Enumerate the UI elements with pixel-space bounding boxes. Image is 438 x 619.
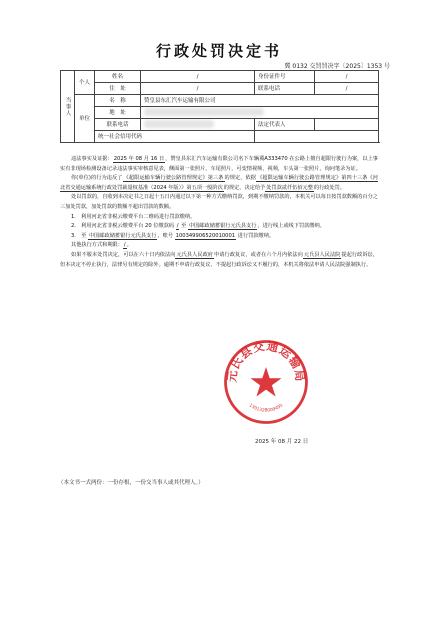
official-seal	[222, 338, 310, 426]
opt2-to: 至	[181, 223, 187, 230]
legal-rep-value	[315, 119, 379, 131]
opt2-end: ，进行线上或线下罚款缴纳。	[257, 223, 325, 230]
opt2-code: /	[176, 223, 179, 230]
individual-label: 个人	[75, 71, 95, 95]
org-name-value: 赞皇县东汇汽车运输有限公司	[141, 95, 379, 107]
other-execution	[60, 241, 378, 251]
facts-text: ，赞皇县东汇汽车运输有限公司名下车辆冀A333470 在公路上擅自超限行驶行为案，以上事实有非现场检测设备记录违法事实审核意见表，侧面第一张照片，车尾照片，可变情视频，视频，车头第一张照片，询问笔录为证。	[60, 156, 378, 172]
opt2-text: 2. 利用河北省非税云缴费平台 20 位缴款码	[71, 223, 175, 230]
basis-law: 《超限运输车辆行驶公路管理规定》第四十三条《河北省交通运输系统行政处罚裁量权基准（2024 年版）》第五项一般阶次	[60, 175, 378, 191]
redacted-blur	[144, 120, 214, 128]
phone-label: 联系电话	[255, 83, 315, 95]
basis-end: 的行政处罚。	[313, 184, 346, 191]
org-address-label: 地 址	[95, 107, 141, 119]
document-body	[60, 155, 378, 270]
other-end: 。	[126, 242, 132, 249]
payment-option-1: 1. 利用河北省非税云缴费平台二维码进行罚款缴纳。	[71, 213, 196, 220]
appeal-court: 元氏县人民法院	[303, 251, 341, 258]
phone-value: /	[315, 83, 379, 95]
credit-code-value	[255, 131, 379, 143]
party-section-label: 当事人	[61, 71, 75, 143]
svg-text:130132B009495: 130132B009495	[247, 403, 285, 414]
opt3-text: 3. 至	[71, 232, 87, 239]
violation-paragraph	[60, 174, 378, 193]
violation-mid: 的规定，依据	[224, 175, 257, 182]
document-title: 行政处罚决定书	[155, 42, 282, 60]
redacted-blur	[144, 108, 264, 116]
appeal-text-b: 申请行政复议，或者在六个月内依法向	[214, 251, 303, 258]
org-phone-value	[141, 119, 255, 131]
basis-mid: 的规定，决定给予	[223, 184, 266, 191]
appeal-paragraph	[60, 251, 378, 270]
other-value: /	[123, 242, 126, 249]
org-phone-label: 联系电话	[95, 119, 141, 131]
violation-prefix: 你(单位)的行为违反了	[71, 175, 123, 182]
payment-option-2	[60, 222, 378, 232]
party-info-table	[60, 70, 379, 143]
facts-date: 2025 年 08 月 16 日	[113, 156, 165, 162]
address-value: /	[141, 83, 255, 95]
facts-paragraph	[60, 155, 378, 174]
id-label: 身份证件号	[255, 71, 315, 83]
name-label: 姓名	[95, 71, 141, 83]
document-number: 冀 0132 交罚罚决字〔2025〕1353 号	[284, 63, 390, 70]
credit-code-label: 统一社会信用代码	[95, 131, 255, 143]
address-label: 住 址	[95, 83, 141, 95]
name-value: /	[141, 71, 255, 83]
opt3-mid: ，账号	[157, 232, 174, 239]
facts-prefix: 违法事实及证据：	[71, 156, 113, 162]
opt3-account: 100349906520010001	[175, 232, 236, 239]
opt3-end: 进行罚款缴纳。	[237, 232, 275, 239]
legal-rep-label: 法定代表人	[255, 119, 315, 131]
unit-label: 单位	[75, 95, 95, 143]
other-prefix: 其他执行方式和期限：	[71, 242, 123, 249]
penalty-amount: 处罚款贰仟伍佰元整	[266, 184, 313, 191]
appeal-text-c: 提起行政诉讼，但本决定不停止执行，法律另有规定的除外。逾期不申请行政复议、不提起行政诉讼又不履行的，本机关将依法申请人民法院强制执行。	[60, 251, 378, 268]
appeal-text-a: 如果不服本处罚决定，可以在六十日内依法向	[71, 251, 176, 258]
footnote: （本文书一式两份：一份存根，一份交当事人或其代理人。）	[58, 480, 204, 486]
payment-intro: 处以罚款的，自收到本决定书之日起十五日内通过以下第一种方式缴纳罚款，到期不缴纳罚款的，本机关可以每日按罚款数额的百分之三加处罚款，加处罚款的数额不超出罚款的数额。	[60, 194, 378, 210]
payment-option-3	[60, 232, 378, 242]
violation-law: 《超限运输车辆行驶公路管理规定》第三条	[123, 175, 224, 182]
org-name-label: 名 称	[95, 95, 141, 107]
id-value: /	[315, 71, 379, 83]
svg-text:元氏县交通运输局: 元氏县交通运输局	[224, 338, 308, 383]
appeal-government: 元氏县人民政府	[176, 251, 214, 258]
opt3-bank: 中国邮政储蓄银行元氏县支行	[88, 232, 157, 239]
org-address-value	[141, 107, 379, 119]
seal-star-icon	[251, 367, 282, 396]
opt2-bank: 中国邮政储蓄银行元氏县支行	[188, 223, 257, 230]
signature-date: 2025 年 08 月 22 日	[255, 439, 309, 445]
